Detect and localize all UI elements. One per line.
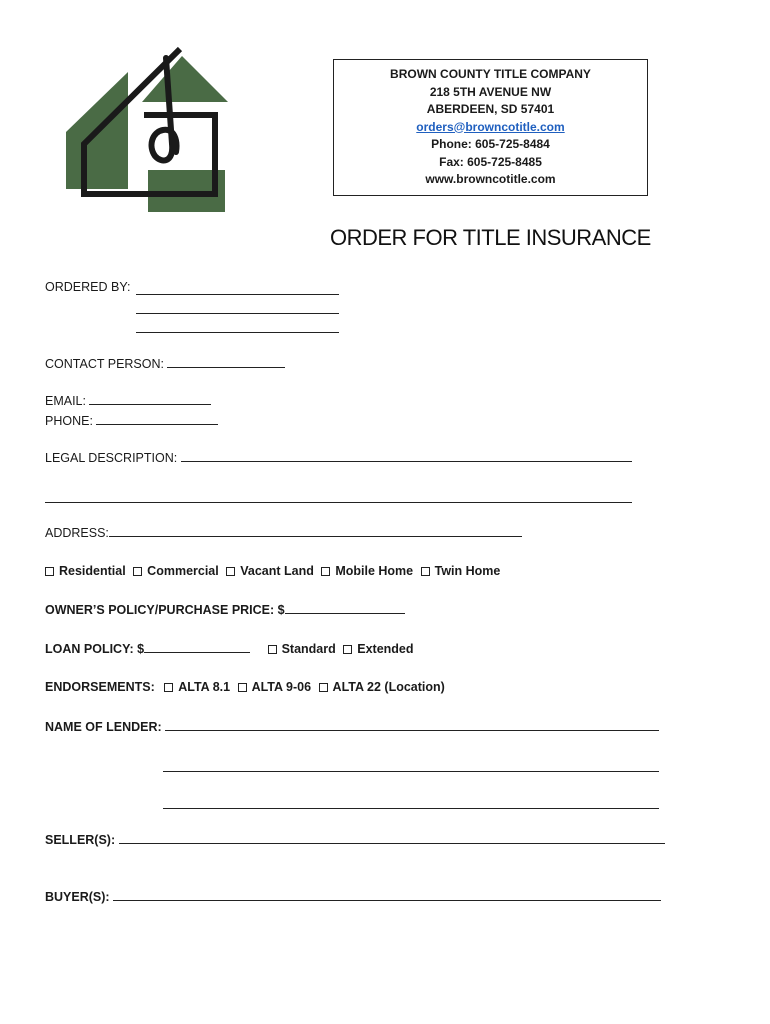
loan-policy-field[interactable]: [144, 641, 250, 653]
loan-policy-standard[interactable]: Standard: [268, 642, 336, 656]
endorsement-alta-22[interactable]: ALTA 22 (Location): [319, 680, 445, 694]
checkbox-icon: [238, 683, 247, 692]
phone-field[interactable]: [96, 413, 218, 425]
email-field[interactable]: [89, 393, 211, 405]
ordered-by-label: ORDERED BY:: [45, 280, 131, 294]
company-address-line2: ABERDEEN, SD 57401: [426, 102, 555, 116]
endorsement-alta-9-06[interactable]: ALTA 9-06: [238, 680, 312, 694]
form-title: ORDER FOR TITLE INSURANCE: [330, 225, 651, 250]
email-row: [45, 393, 211, 408]
checkbox-icon: [226, 567, 235, 576]
phone-label: PHONE:: [45, 414, 93, 428]
checkbox-icon: [319, 683, 328, 692]
contact-person-row: [45, 356, 285, 371]
address-row: [45, 525, 522, 540]
checkbox-icon: [164, 683, 173, 692]
ordered-by-field-2[interactable]: [136, 313, 339, 314]
company-address-line1: 218 5TH AVENUE NW: [429, 84, 552, 99]
endorsements-row: [45, 680, 449, 694]
sellers-field[interactable]: [119, 832, 665, 844]
company-website: www.browncotitle.com: [425, 172, 556, 186]
ordered-by-row: [45, 280, 130, 294]
email-label: EMAIL:: [45, 394, 86, 408]
property-type-vacant-land[interactable]: Vacant Land: [226, 564, 314, 578]
sellers-label: SELLER(S):: [45, 833, 116, 847]
address-field[interactable]: [109, 525, 522, 537]
legal-description-field-2[interactable]: [45, 502, 632, 503]
address-label: ADDRESS:: [45, 526, 109, 540]
company-name: BROWN COUNTY TITLE COMPANY: [390, 67, 591, 81]
endorsement-alta-8-1[interactable]: ALTA 8.1: [164, 680, 230, 694]
owners-policy-label: OWNER’S POLICY/PURCHASE PRICE: $: [45, 603, 285, 617]
company-info-box: [333, 59, 648, 196]
ordered-by-field-1[interactable]: [136, 294, 339, 295]
legal-description-row: [45, 450, 632, 465]
legal-description-label: LEGAL DESCRIPTION:: [45, 451, 178, 465]
owners-policy-field[interactable]: [285, 602, 405, 614]
phone-row: [45, 413, 218, 428]
checkbox-icon: [133, 567, 142, 576]
company-logo: [60, 44, 240, 219]
owners-policy-row: [45, 602, 405, 617]
company-email-link[interactable]: orders@browncotitle.com: [416, 119, 565, 134]
lender-field-2[interactable]: [163, 771, 659, 772]
checkbox-icon: [45, 567, 54, 576]
property-type-row: [45, 564, 504, 578]
property-type-twin-home[interactable]: Twin Home: [421, 564, 501, 578]
company-phone: Phone: 605-725-8484: [431, 137, 550, 151]
lender-field-3[interactable]: [163, 808, 659, 809]
lender-field-1[interactable]: [165, 719, 659, 731]
ordered-by-field-3[interactable]: [136, 332, 339, 333]
legal-description-field-1[interactable]: [181, 450, 632, 462]
property-type-mobile-home[interactable]: Mobile Home: [321, 564, 413, 578]
checkbox-icon: [421, 567, 430, 576]
company-fax: Fax: 605-725-8485: [439, 154, 542, 169]
loan-policy-extended[interactable]: Extended: [343, 642, 413, 656]
checkbox-icon: [321, 567, 330, 576]
property-type-commercial[interactable]: Commercial: [133, 564, 219, 578]
lender-label: NAME OF LENDER:: [45, 720, 162, 734]
loan-policy-row: [45, 641, 418, 656]
buyers-label: BUYER(S):: [45, 890, 110, 904]
logo-green-roof-shape: [142, 56, 228, 102]
buyers-field[interactable]: [113, 889, 661, 901]
sellers-row: [45, 832, 665, 847]
contact-person-field[interactable]: [167, 356, 285, 368]
buyers-row: [45, 889, 661, 904]
checkbox-icon: [268, 645, 277, 654]
contact-person-label: CONTACT PERSON:: [45, 357, 164, 371]
lender-row: [45, 719, 659, 734]
endorsements-label: ENDORSEMENTS:: [45, 680, 155, 694]
loan-policy-label: LOAN POLICY: $: [45, 642, 145, 656]
property-type-residential[interactable]: Residential: [45, 564, 126, 578]
checkbox-icon: [343, 645, 352, 654]
